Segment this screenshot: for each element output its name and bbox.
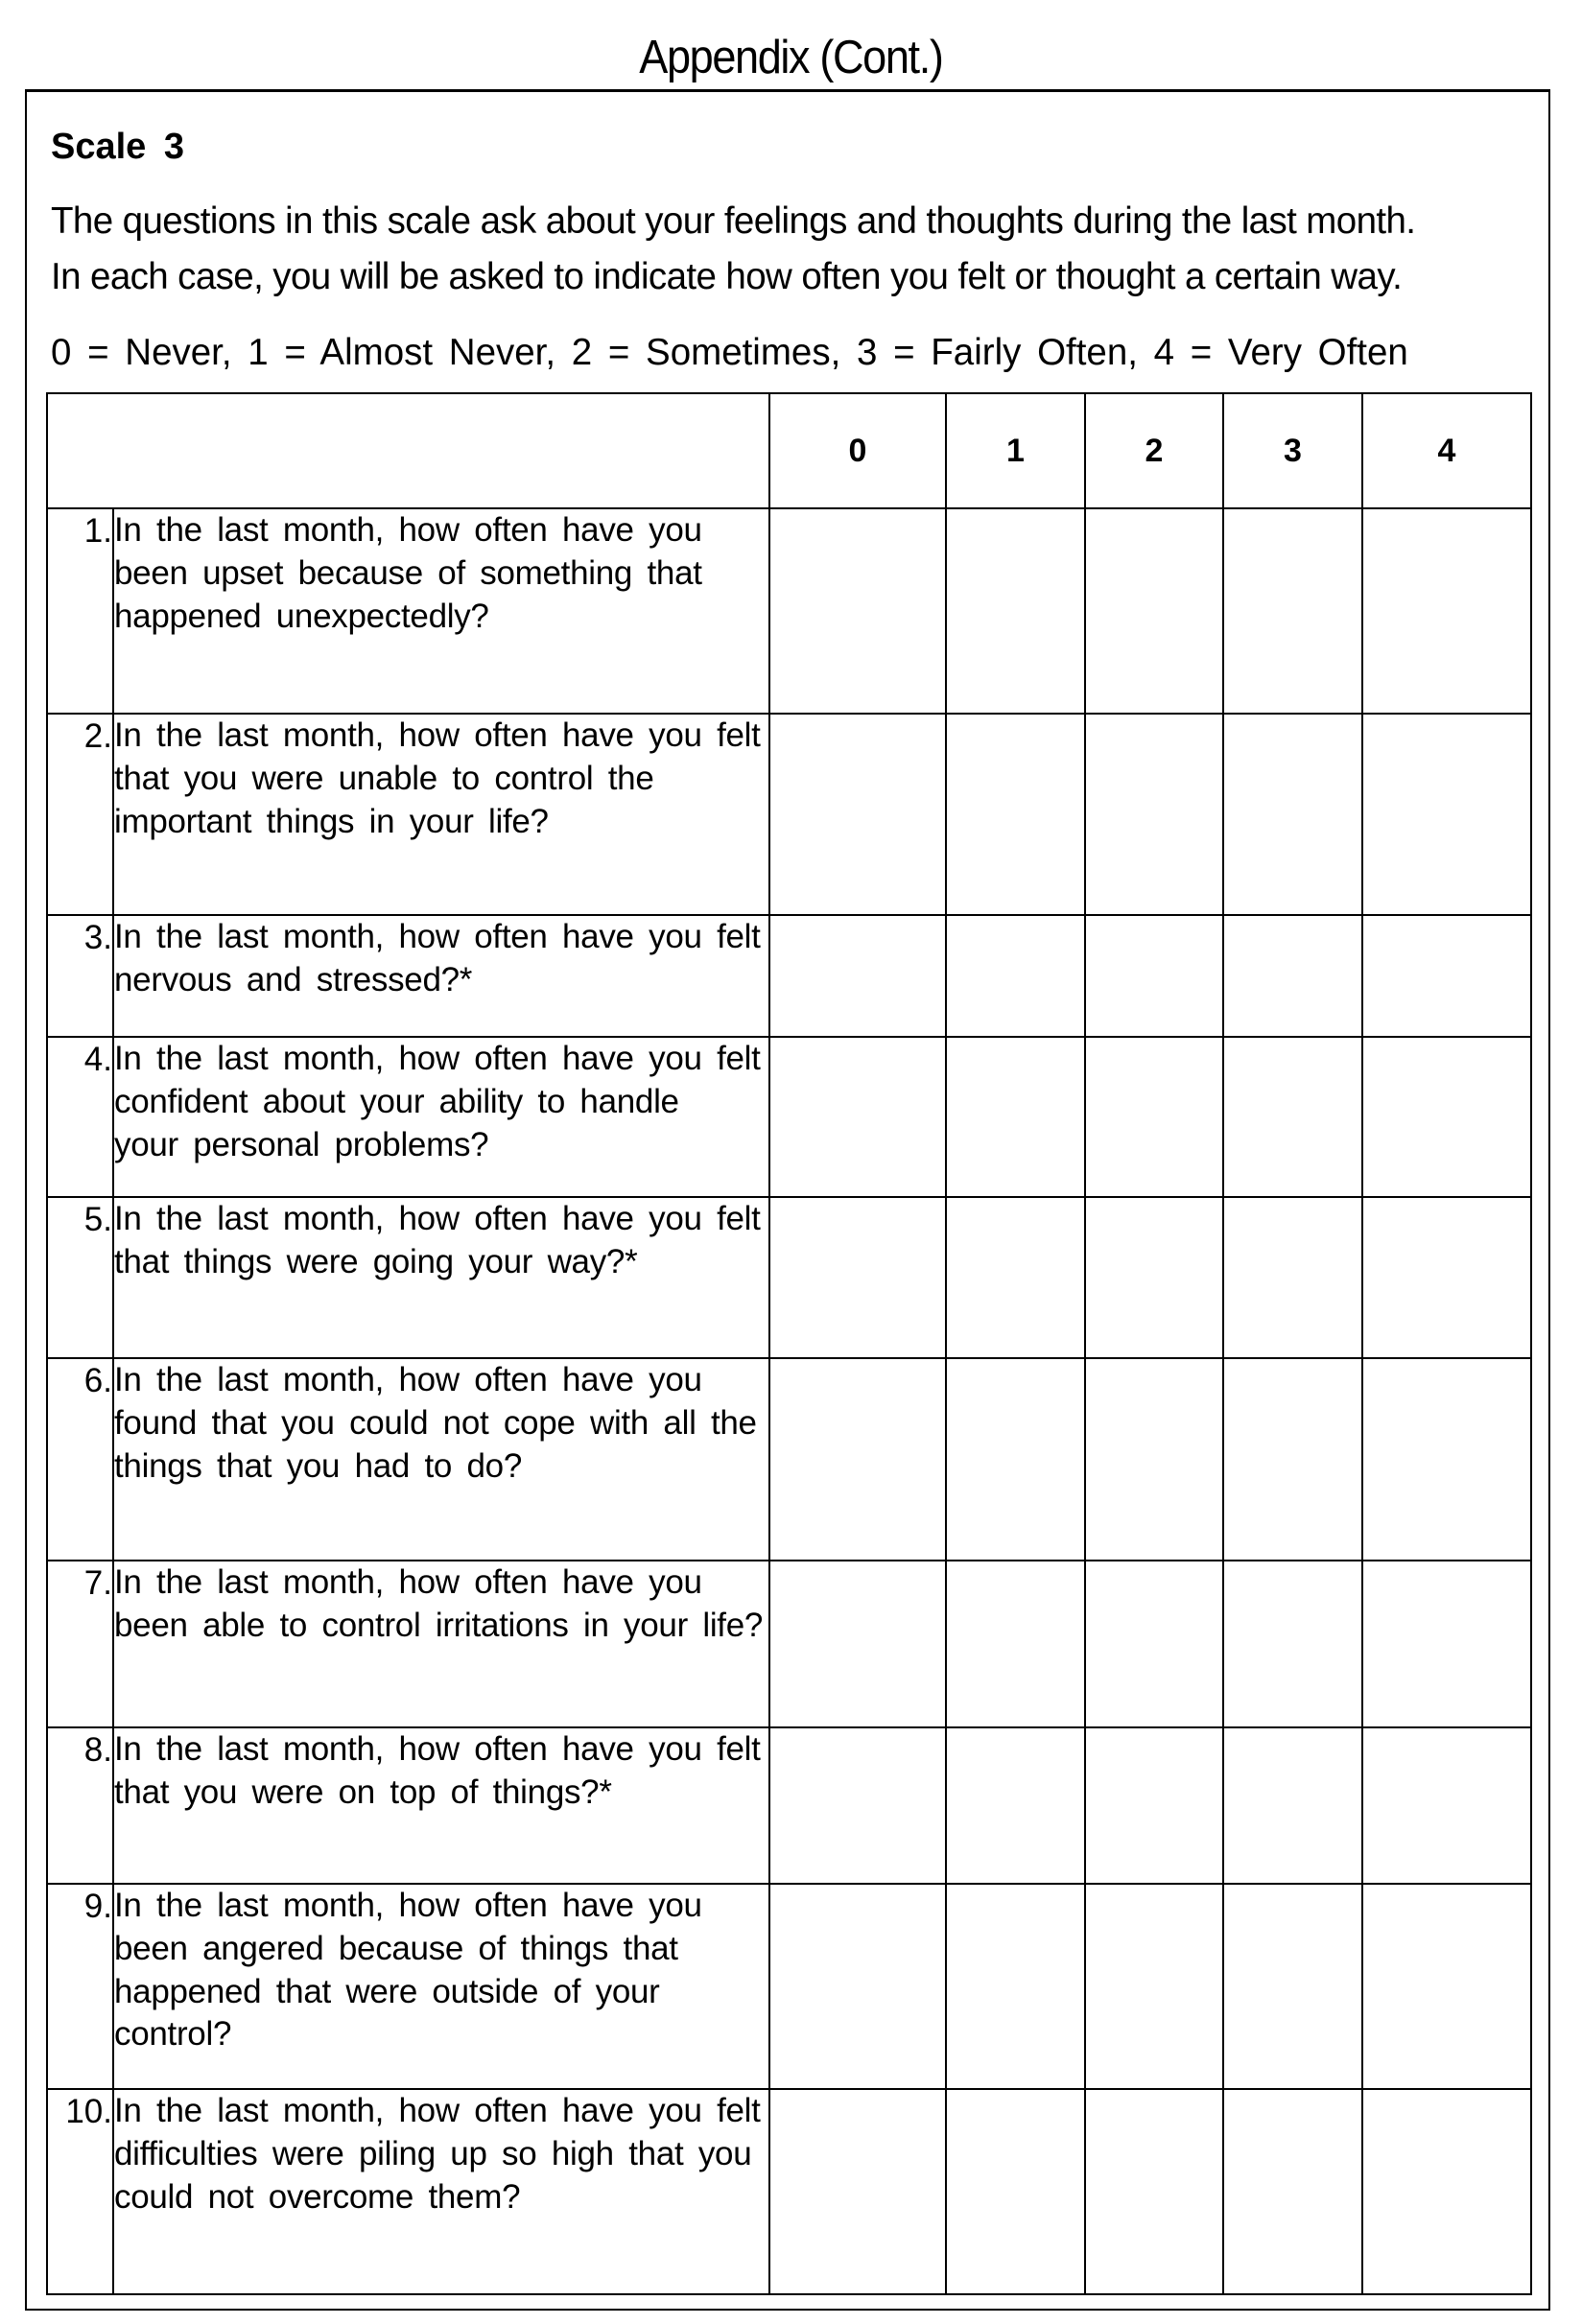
response-cell-1[interactable] bbox=[946, 1561, 1085, 1727]
response-cell-3[interactable] bbox=[1223, 915, 1362, 1037]
response-cell-0[interactable] bbox=[769, 1884, 946, 2089]
instructions-line-1: The questions in this scale ask about your feelings and thoughts during the last month. bbox=[51, 200, 1416, 242]
question-number: 7. bbox=[47, 1561, 113, 1727]
response-cell-2[interactable] bbox=[1085, 2089, 1223, 2294]
response-cell-4[interactable] bbox=[1362, 1561, 1531, 1727]
question-text: In the last month, how often have you felt difficulties were piling up so high that you could not overcome them? bbox=[113, 2089, 769, 2294]
column-header-0: 0 bbox=[769, 393, 946, 508]
question-text: In the last month, how often have you felt that you were on top of things?* bbox=[113, 1727, 769, 1884]
response-cell-0[interactable] bbox=[769, 1197, 946, 1358]
response-cell-3[interactable] bbox=[1223, 1561, 1362, 1727]
question-number: 3. bbox=[47, 915, 113, 1037]
response-cell-4[interactable] bbox=[1362, 508, 1531, 714]
question-row bbox=[47, 1037, 1531, 1197]
response-cell-1[interactable] bbox=[946, 714, 1085, 915]
response-cell-0[interactable] bbox=[769, 1358, 946, 1561]
instructions-line-2: In each case, you will be asked to indicate how often you felt or thought a certain way. bbox=[51, 256, 1403, 297]
response-cell-0[interactable] bbox=[769, 508, 946, 714]
question-row bbox=[47, 1884, 1531, 2089]
response-cell-3[interactable] bbox=[1223, 1197, 1362, 1358]
response-cell-2[interactable] bbox=[1085, 1037, 1223, 1197]
response-cell-4[interactable] bbox=[1362, 1037, 1531, 1197]
question-row bbox=[47, 2089, 1531, 2294]
question-number: 2. bbox=[47, 714, 113, 915]
page-title: Appendix (Cont.) bbox=[639, 32, 943, 83]
response-cell-4[interactable] bbox=[1362, 1358, 1531, 1561]
response-cell-0[interactable] bbox=[769, 1037, 946, 1197]
question-number: 1. bbox=[47, 508, 113, 714]
response-cell-3[interactable] bbox=[1223, 1727, 1362, 1884]
question-text: In the last month, how often have you been upset because of something that happened unexpectedly? bbox=[113, 508, 769, 714]
response-cell-3[interactable] bbox=[1223, 1037, 1362, 1197]
question-text: In the last month, how often have you been angered because of things that happened that were outside of your control? bbox=[113, 1884, 769, 2089]
response-cell-3[interactable] bbox=[1223, 1358, 1362, 1561]
response-cell-1[interactable] bbox=[946, 1197, 1085, 1358]
response-cell-3[interactable] bbox=[1223, 714, 1362, 915]
column-header-3: 3 bbox=[1223, 393, 1362, 508]
question-row bbox=[47, 1561, 1531, 1727]
response-legend: 0 = Never, 1 = Almost Never, 2 = Sometimes, 3 = Fairly Often, 4 = Very Often bbox=[51, 332, 1408, 373]
header-blank-cell bbox=[47, 393, 769, 508]
question-text: In the last month, how often have you felt that you were unable to control the important things in your life? bbox=[113, 714, 769, 915]
question-row bbox=[47, 1358, 1531, 1561]
response-cell-1[interactable] bbox=[946, 2089, 1085, 2294]
scale-heading: Scale 3 bbox=[51, 127, 184, 167]
column-header-2: 2 bbox=[1085, 393, 1223, 508]
response-cell-2[interactable] bbox=[1085, 714, 1223, 915]
response-cell-2[interactable] bbox=[1085, 915, 1223, 1037]
response-cell-0[interactable] bbox=[769, 1727, 946, 1884]
question-text: In the last month, how often have you felt nervous and stressed?* bbox=[113, 915, 769, 1037]
response-cell-2[interactable] bbox=[1085, 1197, 1223, 1358]
response-cell-2[interactable] bbox=[1085, 508, 1223, 714]
question-text: In the last month, how often have you found that you could not cope with all the things that you had to do? bbox=[113, 1358, 769, 1561]
question-text: In the last month, how often have you felt confident about your ability to handle your personal problems? bbox=[113, 1037, 769, 1197]
questionnaire-table bbox=[46, 392, 1532, 2295]
response-cell-2[interactable] bbox=[1085, 1727, 1223, 1884]
response-cell-0[interactable] bbox=[769, 714, 946, 915]
response-cell-0[interactable] bbox=[769, 2089, 946, 2294]
header-row bbox=[47, 393, 1531, 508]
question-number: 9. bbox=[47, 1884, 113, 2089]
response-cell-1[interactable] bbox=[946, 1884, 1085, 2089]
question-row bbox=[47, 508, 1531, 714]
response-cell-0[interactable] bbox=[769, 1561, 946, 1727]
response-cell-4[interactable] bbox=[1362, 1884, 1531, 2089]
response-cell-1[interactable] bbox=[946, 508, 1085, 714]
response-cell-4[interactable] bbox=[1362, 2089, 1531, 2294]
response-cell-0[interactable] bbox=[769, 915, 946, 1037]
response-cell-1[interactable] bbox=[946, 1727, 1085, 1884]
response-cell-4[interactable] bbox=[1362, 1197, 1531, 1358]
question-text: In the last month, how often have you felt that things were going your way?* bbox=[113, 1197, 769, 1358]
response-cell-1[interactable] bbox=[946, 1037, 1085, 1197]
response-cell-2[interactable] bbox=[1085, 1358, 1223, 1561]
response-cell-1[interactable] bbox=[946, 1358, 1085, 1561]
question-number: 5. bbox=[47, 1197, 113, 1358]
response-cell-1[interactable] bbox=[946, 915, 1085, 1037]
response-cell-2[interactable] bbox=[1085, 1884, 1223, 2089]
response-cell-3[interactable] bbox=[1223, 2089, 1362, 2294]
question-number: 4. bbox=[47, 1037, 113, 1197]
question-number: 6. bbox=[47, 1358, 113, 1561]
response-cell-3[interactable] bbox=[1223, 508, 1362, 714]
response-cell-4[interactable] bbox=[1362, 915, 1531, 1037]
question-text: In the last month, how often have you been able to control irritations in your life? bbox=[113, 1561, 769, 1727]
response-cell-3[interactable] bbox=[1223, 1884, 1362, 2089]
column-header-4: 4 bbox=[1362, 393, 1531, 508]
column-header-1: 1 bbox=[946, 393, 1085, 508]
response-cell-4[interactable] bbox=[1362, 1727, 1531, 1884]
question-number: 10. bbox=[47, 2089, 113, 2294]
question-row bbox=[47, 1197, 1531, 1358]
question-row bbox=[47, 915, 1531, 1037]
question-row bbox=[47, 714, 1531, 915]
response-cell-4[interactable] bbox=[1362, 714, 1531, 915]
response-cell-2[interactable] bbox=[1085, 1561, 1223, 1727]
question-number: 8. bbox=[47, 1727, 113, 1884]
question-row bbox=[47, 1727, 1531, 1884]
